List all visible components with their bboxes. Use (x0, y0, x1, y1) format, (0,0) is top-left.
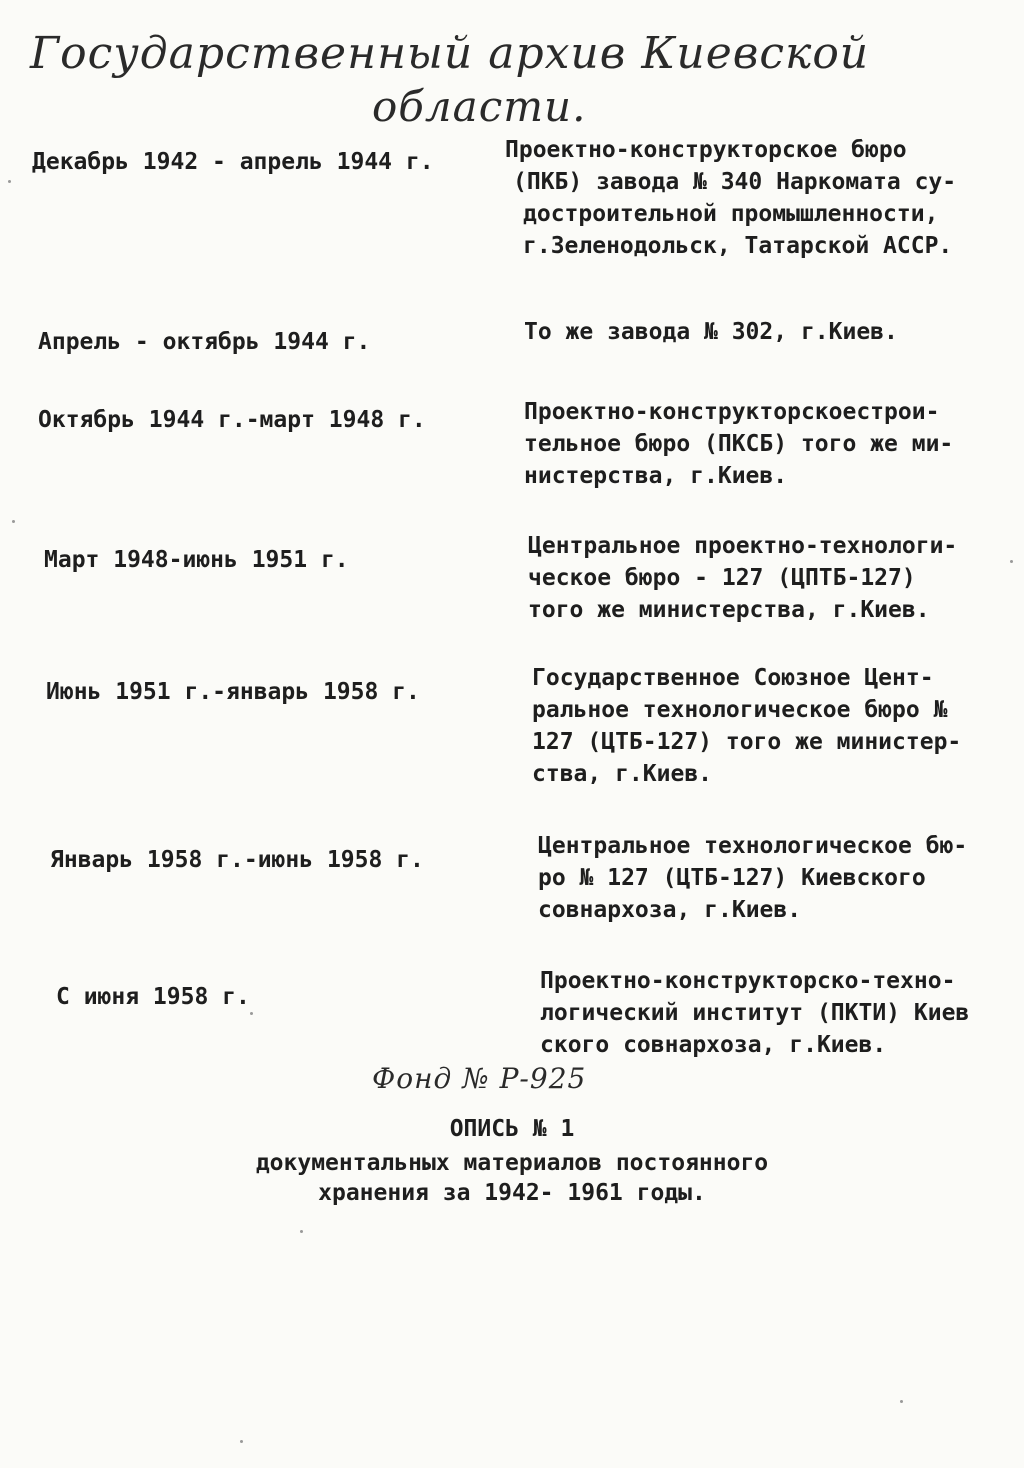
description-line: ского совнархоза, г.Киев. (540, 1032, 887, 1058)
scan-speck (300, 1230, 303, 1233)
description-line: ческое бюро - 127 (ЦПТБ-127) (528, 565, 916, 591)
entry-period: Октябрь 1944 г.-март 1948 г. (38, 407, 426, 433)
description-line: 127 (ЦТБ-127) того же министер- (532, 729, 962, 755)
entry-period: Декабрь 1942 - апрель 1944 г. (32, 149, 434, 175)
scan-speck (12, 520, 15, 523)
entry-description (528, 530, 957, 626)
description-line: ства, г.Киев. (532, 761, 713, 787)
scan-speck (240, 1440, 243, 1443)
description-line: ро № 127 (ЦТБ-127) Киевского (538, 865, 926, 891)
entry-description (540, 965, 969, 1061)
description-line: (ПКБ) завода № 340 Наркомата су- (513, 169, 957, 195)
entry-description (538, 830, 967, 926)
entry-period: Март 1948-июнь 1951 г. (44, 547, 349, 573)
description-line: Центральное технологическое бю- (538, 833, 968, 859)
entry-description (524, 316, 898, 348)
scan-speck (250, 1012, 253, 1015)
description-line: Проектно-конструкторское бюро (505, 137, 907, 163)
entry-description (532, 662, 961, 790)
description-line: достроительной промышленности, (523, 201, 939, 227)
handwritten-archive-title: Государственный архив Киевской (30, 28, 870, 79)
scan-speck (8, 180, 11, 183)
description-line: тельное бюро (ПКСБ) того же ми- (524, 431, 954, 457)
description-line: совнархоза, г.Киев. (538, 897, 802, 923)
description-line: ральное технологическое бюро № (532, 697, 948, 723)
inventory-number: ОПИСЬ № 1 (449, 1116, 575, 1142)
entry-period: С июня 1958 г. (56, 984, 250, 1010)
inventory-subtitle-line: документальных материалов постоянного (255, 1150, 769, 1176)
entry-description (505, 134, 956, 262)
description-line: Центральное проектно-технологи- (528, 533, 958, 559)
description-line: г.Зеленодольск, Татарской АССР. (523, 233, 953, 259)
description-line: Проектно-конструкторскоестрои- (524, 399, 940, 425)
inventory-title (0, 1114, 1024, 1144)
description-line: того же министерства, г.Киев. (528, 597, 930, 623)
inventory-subtitle (0, 1148, 1024, 1208)
entry-description (524, 396, 953, 492)
entry-period: Июнь 1951 г.-январь 1958 г. (46, 679, 420, 705)
entry-period: Январь 1958 г.-июнь 1958 г. (50, 847, 424, 873)
handwritten-archive-region: области. (372, 82, 587, 131)
description-line: Проектно-конструкторско-техно- (540, 968, 956, 994)
description-line: Государственное Союзное Цент- (532, 665, 934, 691)
handwritten-fond-number: Фонд № Р-925 (372, 1062, 587, 1095)
entry-period: Апрель - октябрь 1944 г. (38, 329, 371, 355)
scan-speck (1010, 560, 1013, 563)
description-line: нистерства, г.Киев. (524, 463, 788, 489)
description-line: логический институт (ПКТИ) Киев (540, 1000, 970, 1026)
inventory-subtitle-line: хранения за 1942- 1961 годы. (318, 1180, 706, 1206)
scan-speck (900, 1400, 903, 1403)
description-line: То же завода № 302, г.Киев. (524, 319, 898, 345)
